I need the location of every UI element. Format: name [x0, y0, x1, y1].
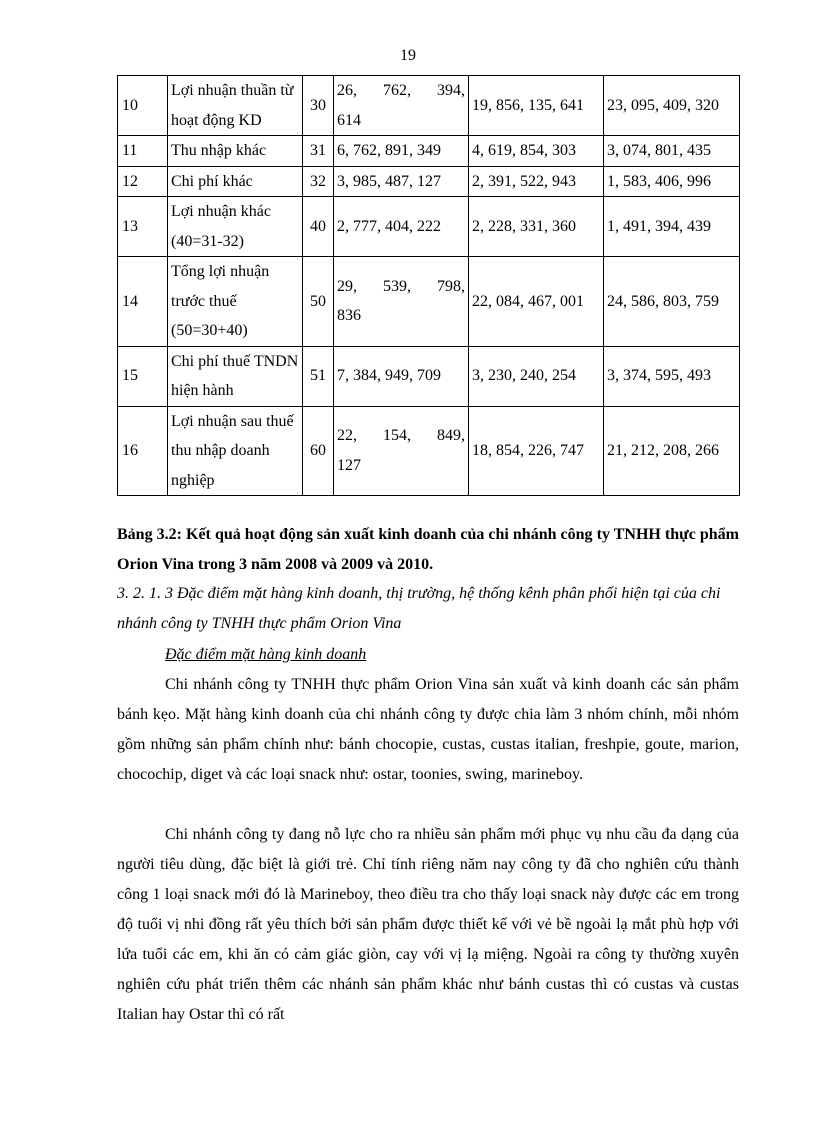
table-row	[118, 197, 740, 257]
row-number: 15	[118, 346, 168, 406]
value-2008: 26, 762, 394, 614	[334, 76, 469, 136]
value-2010: 1, 583, 406, 996	[604, 166, 740, 197]
value-2008: 29, 539, 798, 836	[334, 257, 469, 347]
row-indicator: Chi phí khác	[168, 166, 303, 197]
value-2008: 2, 777, 404, 222	[334, 197, 469, 257]
row-number: 13	[118, 197, 168, 257]
row-indicator: Chi phí thuế TNDN hiện hành	[168, 346, 303, 406]
table-row	[118, 76, 740, 136]
sub-heading: Đặc điểm mặt hàng kinh doanh	[165, 646, 367, 663]
value-2010: 3, 074, 801, 435	[604, 136, 740, 167]
row-code: 40	[303, 197, 334, 257]
table-row	[118, 346, 740, 406]
table-row	[118, 257, 740, 347]
value-2010: 23, 095, 409, 320	[604, 76, 740, 136]
row-code: 50	[303, 257, 334, 347]
row-number: 11	[118, 136, 168, 167]
body-paragraph: Chi nhánh công ty đang nỗ lực cho ra nhiều sản phẩm mới phục vụ nhu cầu đa dạng của người tiêu dùng, đặc biệt là giới trẻ. Chỉ tính riêng năm nay công ty đã cho nghiên cứu thành công 1 loại snack mới đó là Marineboy, theo điều tra cho thấy loại snack này được các em trong độ tuổi vị nhi đồng rất yêu thích bởi sản phẩm được thiết kế với vẻ bề ngoài lạ mắt phù hợp với lứa tuổi các em, khi ăn có cảm giác giòn, cay với vị lạ miệng. Ngoài ra công ty thường xuyên nghiên cứu phát triển thêm các nhánh sản phẩm khác như bánh custas thì có custas và custas Italian hay Ostar thì có rất	[117, 826, 739, 1023]
row-indicator: Tổng lợi nhuận trước thuế (50=30+40)	[168, 257, 303, 347]
row-code: 32	[303, 166, 334, 197]
row-code: 30	[303, 76, 334, 136]
row-code: 60	[303, 406, 334, 496]
value-2009: 2, 228, 331, 360	[469, 197, 604, 257]
value-2010: 24, 586, 803, 759	[604, 257, 740, 347]
row-code: 31	[303, 136, 334, 167]
value-2009: 19, 856, 135, 641	[469, 76, 604, 136]
row-indicator: Lợi nhuận sau thuế thu nhập doanh nghiệp	[168, 406, 303, 496]
row-number: 16	[118, 406, 168, 496]
row-code: 51	[303, 346, 334, 406]
table-caption: Bảng 3.2: Kết quả hoạt động sản xuất kinh doanh của chi nhánh công ty TNHH thực phẩm Orion Vina trong 3 năm 2008 và 2009 và 2010.	[117, 526, 739, 573]
row-number: 12	[118, 166, 168, 197]
value-2010: 21, 212, 208, 266	[604, 406, 740, 496]
table-row	[118, 136, 740, 167]
row-number: 14	[118, 257, 168, 347]
value-2008: 7, 384, 949, 709	[334, 346, 469, 406]
value-2009: 3, 230, 240, 254	[469, 346, 604, 406]
table-row	[118, 166, 740, 197]
value-2010: 3, 374, 595, 493	[604, 346, 740, 406]
page-number: 19	[400, 47, 416, 64]
value-2008: 22, 154, 849, 127	[334, 406, 469, 496]
value-2009: 18, 854, 226, 747	[469, 406, 604, 496]
value-2008: 6, 762, 891, 349	[334, 136, 469, 167]
value-2010: 1, 491, 394, 439	[604, 197, 740, 257]
row-indicator: Lợi nhuận thuần từ hoạt động KD	[168, 76, 303, 136]
value-2008: 3, 985, 487, 127	[334, 166, 469, 197]
row-indicator: Thu nhập khác	[168, 136, 303, 167]
business-results-table	[117, 75, 740, 496]
row-indicator: Lợi nhuận khác (40=31-32)	[168, 197, 303, 257]
row-number: 10	[118, 76, 168, 136]
value-2009: 2, 391, 522, 943	[469, 166, 604, 197]
table-row	[118, 406, 740, 496]
body-paragraph: Chi nhánh công ty TNHH thực phẩm Orion Vina sản xuất và kinh doanh các sản phẩm bánh kẹo. Mặt hàng kinh doanh của chi nhánh công ty được chia làm 3 nhóm chính, mỗi nhóm gồm những sản phẩm chính như: bánh chocopie, custas, custas italian, freshpie, goute, marion, chocochip, diget và các loại snack như: ostar, toonies, swing, marineboy.	[117, 676, 739, 783]
section-heading: 3. 2. 1. 3 Đặc điểm mặt hàng kinh doanh, thị trường, hệ thống kênh phân phối hiện tại của chi nhánh công ty TNHH thực phẩm Orion Vina	[117, 585, 721, 632]
value-2009: 4, 619, 854, 303	[469, 136, 604, 167]
value-2009: 22, 084, 467, 001	[469, 257, 604, 347]
